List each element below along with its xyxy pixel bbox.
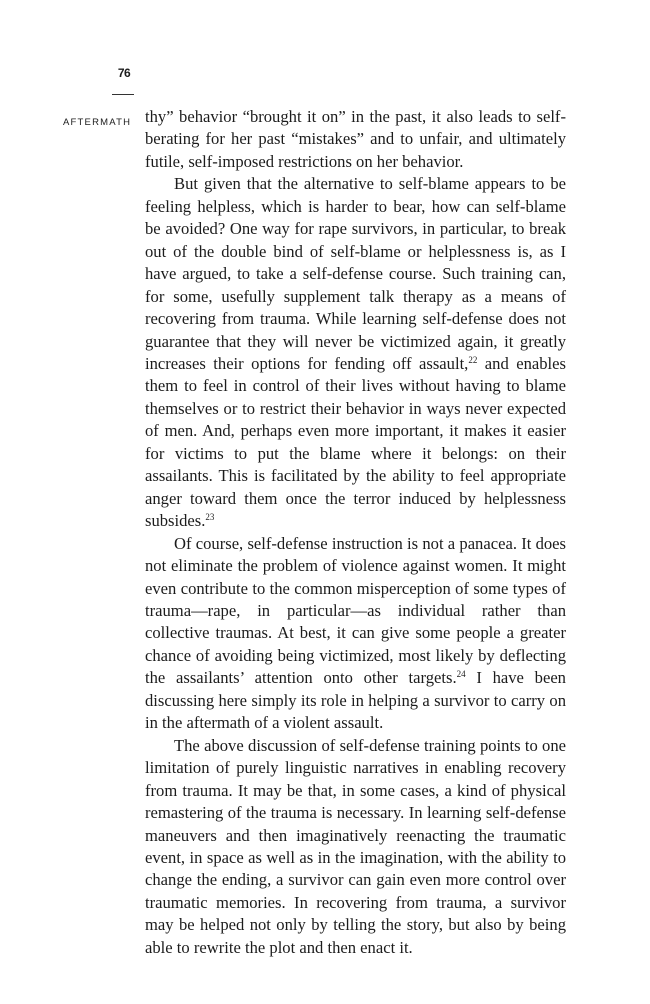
paragraph-3 xyxy=(145,533,566,735)
footnote-ref-22: 22 xyxy=(468,354,478,365)
footnote-ref-23: 23 xyxy=(205,512,215,523)
text-run: But given that the alternative to self-blame appears to be feeling helpless, which is harder to bear, how can self-blame be avoided? One way for rape survivors, in particular, to break out of the double bind of self-blame or helplessness is, as I have argued, to take a self-defense course. Such training can, for some, usefully supplement talk therapy as a means of recovering from trauma. While learning self-defense does not guarantee that they will never be victimized again, it greatly increases their options for fending off assault, xyxy=(145,174,566,373)
text-run: Of course, self-defense instruction is not a panacea. It does not eliminate the problem of violence against women. It might even contribute to the common misperception of some types of trauma—rape, in particular—as individual rather than collective traumas. At best, it can give some people a greater chance of avoiding being victimized, most likely by deflecting the assailants’ attention onto other targets. xyxy=(145,533,566,688)
text-run: I have been discussing here simply its role in helping a survivor to carry on in the aftermath of a violent assault. xyxy=(145,668,566,733)
page-number-rule xyxy=(112,94,134,95)
paragraph-2 xyxy=(145,173,566,532)
running-head: AFTERMATH xyxy=(63,117,132,128)
text-run: thy” behavior “brought it on” in the past, it also leads to self-berating for her past “mistakes” and to unfair, and ultimately futile, self-imposed restrictions on her behavior. xyxy=(145,107,566,171)
text-run: The above discussion of self-defense training points to one limitation of purely linguistic narratives in enabling recovery from trauma. It may be that, in some cases, a kind of physical remastering of the trauma is necessary. In learning self-defense maneuvers and then imaginatively reenacting the traumatic event, in space as well as in the imagination, with the ability to change the ending, a survivor can gain even more control over traumatic memories. In recovering from trauma, a survivor may be helped not only by telling the story, but also by being able to rewrite the plot and then enact it. xyxy=(145,735,566,957)
paragraph-4 xyxy=(145,735,566,960)
text-run: and enables them to feel in control of their lives without having to blame themselves or to restrict their behavior in ways never expected of men. And, perhaps even more important, it makes it easier for victims to put the blame where it belongs: on their assailants. This is facilitated by the ability to feel appropriate anger toward them once the terror induced by helplessness subsides. xyxy=(145,353,566,531)
paragraph-1 xyxy=(145,106,566,173)
footnote-ref-24: 24 xyxy=(456,669,466,680)
page-number: 76 xyxy=(117,66,131,80)
body-text xyxy=(145,106,566,959)
